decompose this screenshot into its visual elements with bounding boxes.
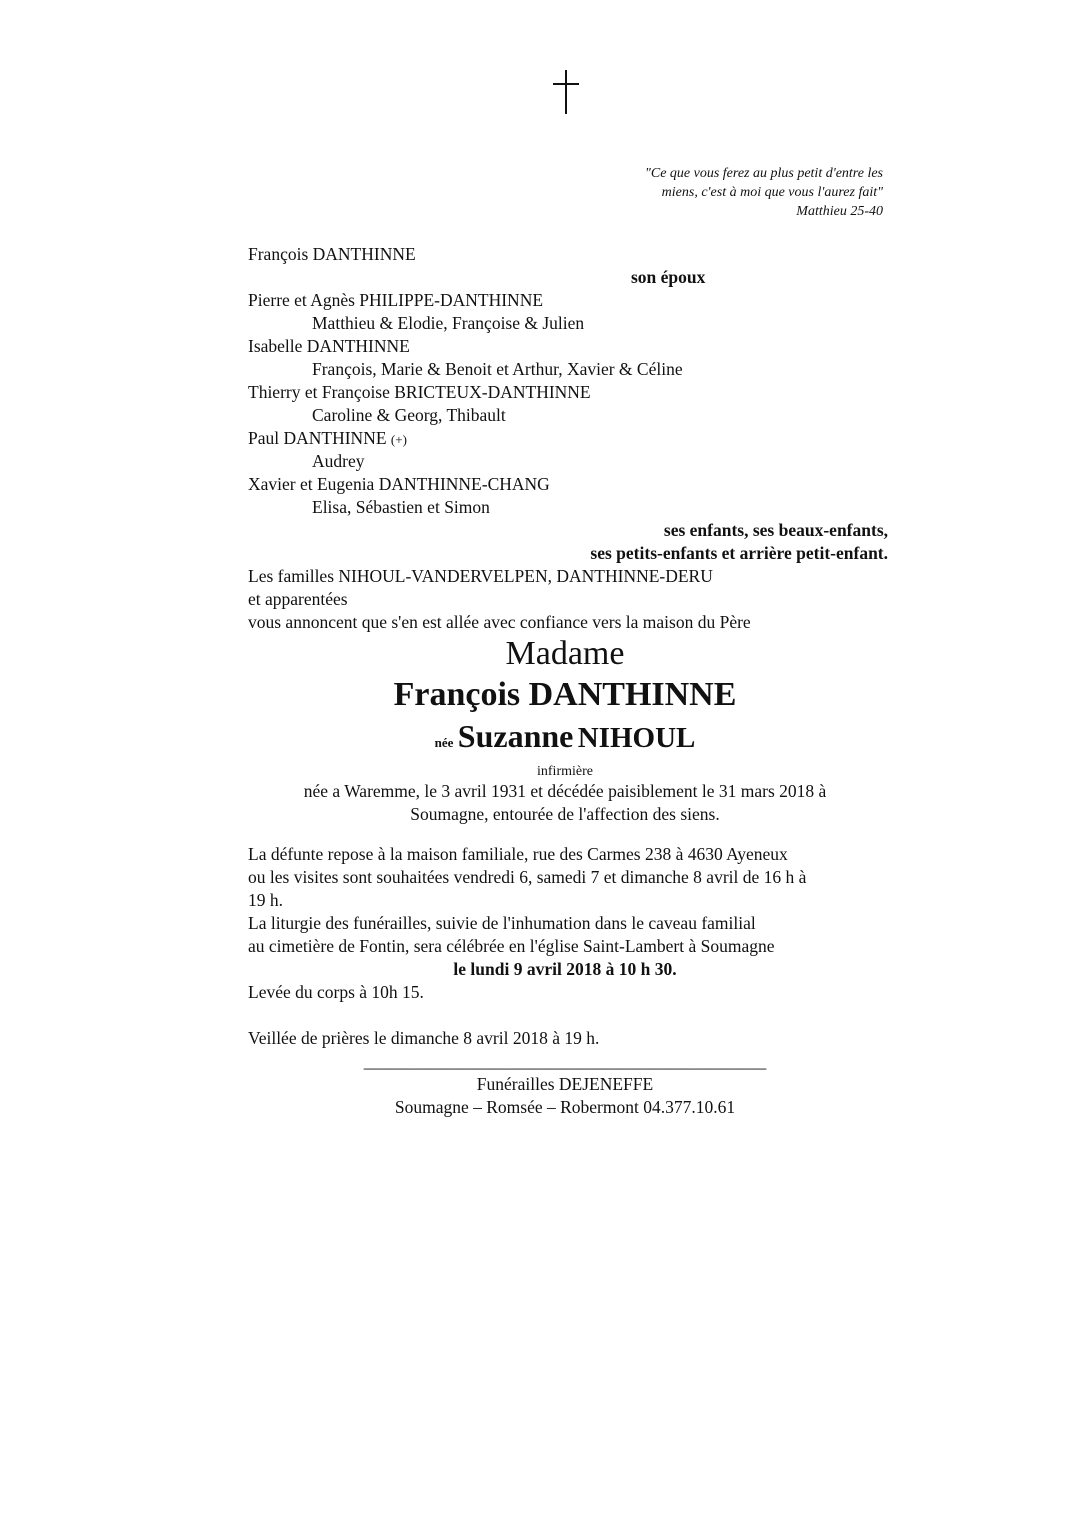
- spouse-name: François DANTHINNE: [248, 244, 416, 264]
- deceased-profession: infirmière: [537, 764, 593, 779]
- details-line: La défunte repose à la maison familiale, rue des Carmes 238 à 4630 Ayeneux: [248, 844, 788, 864]
- child-descendants: Elisa, Sébastien et Simon: [312, 497, 490, 517]
- deceased-birth-name: [248, 716, 882, 763]
- child-descendants: Caroline & Georg, Thibault: [312, 405, 506, 425]
- child-descendants: Audrey: [312, 451, 365, 471]
- children-role: ses enfants, ses beaux-enfants,: [663, 520, 888, 540]
- announcement: vous annoncent que s'en est allée avec confiance vers la maison du Père: [248, 612, 751, 632]
- deceased-title: Madame: [505, 635, 625, 672]
- footer-separator: ______________________________________________: [363, 1051, 767, 1071]
- children-role: ses petits-enfants et arrière petit-enfant.: [590, 543, 888, 563]
- child-parent-deceased: [248, 427, 888, 450]
- deceased-first-name: Suzanne: [457, 718, 574, 754]
- child-parent: Xavier et Eugenia DANTHINNE-CHANG: [248, 474, 550, 494]
- details-line: La liturgie des funérailles, suivie de l'inhumation dans le caveau familial: [248, 913, 756, 933]
- details-line: Levée du corps à 10h 15.: [248, 982, 424, 1002]
- funeral-contact: Soumagne – Romsée – Robermont 04.377.10.61: [394, 1097, 736, 1117]
- details-line: au cimetière de Fontin, sera célébrée en l'église Saint-Lambert à Soumagne: [248, 936, 775, 956]
- details-line: ou les visites sont souhaitées vendredi 6, samedi 7 et dimanche 8 avril de 16 h à: [248, 867, 807, 887]
- details-line: 19 h.: [248, 890, 283, 910]
- spouse-role: son époux: [631, 267, 706, 287]
- child-descendants: Matthieu & Elodie, Françoise & Julien: [312, 313, 585, 333]
- bible-quote: [463, 164, 883, 221]
- child-parent: Isabelle DANTHINNE: [248, 336, 410, 356]
- quote-reference: Matthieu 25-40: [796, 204, 883, 219]
- family-list: [248, 243, 888, 634]
- deceased-maiden-name: NIHOUL: [577, 722, 696, 754]
- ceremony-date: le lundi 9 avril 2018 à 10 h 30.: [453, 959, 677, 979]
- deceased-married-name: François DANTHINNE: [393, 676, 737, 713]
- funeral-details: [248, 843, 888, 1050]
- quote-line: miens, c'est à moi que vous l'aurez fait": [661, 185, 883, 200]
- small-cross-icon: (+): [390, 432, 407, 447]
- details-line: Veillée de prières le dimanche 8 avril 2018 à 19 h.: [248, 1028, 600, 1048]
- deceased-block: [248, 634, 882, 826]
- nee-word: née: [434, 735, 454, 750]
- child-descendants: François, Marie & Benoit et Arthur, Xavier & Céline: [312, 359, 683, 379]
- child-parent: Thierry et Françoise BRICTEUX-DANTHINNE: [248, 382, 591, 402]
- cross-icon: [553, 70, 579, 114]
- deceased-dates: née a Waremme, le 3 avril 1931 et décédée paisiblement le 31 mars 2018 à: [303, 781, 827, 801]
- families-line: et apparentées: [248, 589, 348, 609]
- funeral-company: Funérailles DEJENEFFE: [476, 1074, 654, 1094]
- child-parent: Paul DANTHINNE: [248, 428, 387, 448]
- families-line: Les familles NIHOUL-VANDERVELPEN, DANTHINNE-DERU: [248, 566, 713, 586]
- quote-line: "Ce que vous ferez au plus petit d'entre les: [644, 166, 883, 181]
- footer: [248, 1050, 882, 1119]
- child-parent: Pierre et Agnès PHILIPPE-DANTHINNE: [248, 290, 544, 310]
- deceased-dates: Soumagne, entourée de l'affection des siens.: [410, 804, 720, 824]
